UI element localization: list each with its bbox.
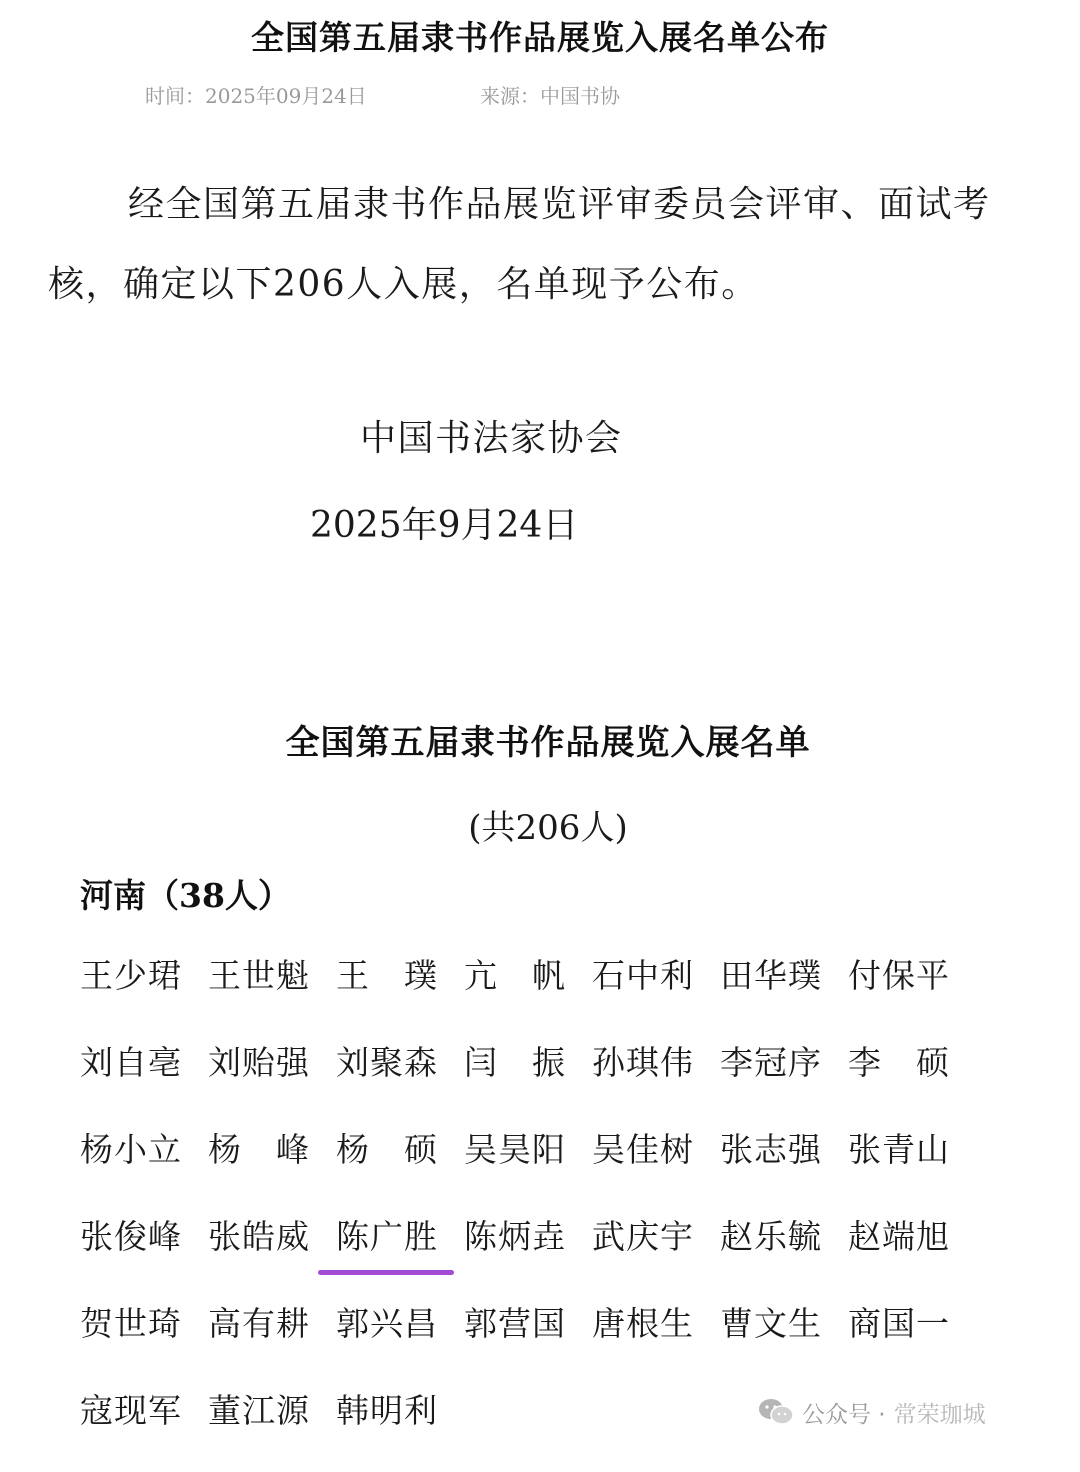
person-name: 郭兴昌 xyxy=(336,1304,438,1343)
person-name: 吴昊阳 xyxy=(464,1130,566,1169)
announcement-paragraph: 经全国第五届隶书作品展览评审委员会评审、面试考核，确定以下206人入展，名单现予公布。 xyxy=(48,184,991,305)
person-name: 石中利 xyxy=(592,956,694,995)
time-label: 时间： xyxy=(145,84,205,108)
person-name: 闫 振 xyxy=(464,1043,566,1082)
person-name: 刘聚森 xyxy=(336,1043,438,1082)
signature-organization: 中国书法家协会 xyxy=(360,418,623,459)
list-count: (共206人) xyxy=(468,808,628,848)
person-name: 杨 峰 xyxy=(208,1130,310,1169)
person-name: 商国一 xyxy=(848,1304,950,1343)
person-name: 张俊峰 xyxy=(80,1217,182,1256)
person-name: 张皓威 xyxy=(208,1217,310,1256)
publish-time xyxy=(145,80,367,109)
person-name: 赵乐毓 xyxy=(720,1217,822,1256)
person-name: 吴佳树 xyxy=(592,1130,694,1169)
person-name: 王世魁 xyxy=(208,956,310,995)
person-name: 张青山 xyxy=(848,1130,950,1169)
list-title: 全国第五届隶书作品展览入展名单 xyxy=(285,723,811,763)
person-name: 陈炳垚 xyxy=(464,1217,566,1256)
person-name: 李冠序 xyxy=(720,1043,822,1082)
name-row xyxy=(80,1211,1040,1298)
source-label: 来源： xyxy=(480,84,540,108)
watermark-author: 常荣珈城 xyxy=(893,1401,986,1428)
page-title: 全国第五届隶书作品展览入展名单公布 xyxy=(251,18,829,57)
highlight-underline xyxy=(318,1270,454,1275)
person-name: 韩明利 xyxy=(336,1391,438,1430)
person-name: 寇现军 xyxy=(80,1391,182,1430)
province-heading: 河南（38人） xyxy=(80,876,291,915)
person-name: 田华璞 xyxy=(720,956,822,995)
person-name: 刘自亳 xyxy=(80,1043,182,1082)
source-value: 中国书协 xyxy=(540,84,620,108)
highlighted-name: 陈广胜 xyxy=(336,1217,438,1256)
person-name: 唐根生 xyxy=(592,1304,694,1343)
person-name: 亢 帆 xyxy=(464,956,566,995)
person-name: 孙琪伟 xyxy=(592,1043,694,1082)
person-name: 杨 硕 xyxy=(336,1130,438,1169)
name-row xyxy=(80,1298,1040,1385)
person-name: 赵端旭 xyxy=(848,1217,950,1256)
name-row xyxy=(80,1124,1040,1211)
person-name: 董江源 xyxy=(208,1391,310,1430)
watermark-label: 公众号 · xyxy=(802,1401,886,1428)
person-name: 王少珺 xyxy=(80,956,182,995)
person-name: 王 璞 xyxy=(336,956,438,995)
name-row xyxy=(80,950,1040,1037)
watermark xyxy=(758,1394,986,1430)
signature-date: 2025年9月24日 xyxy=(310,505,579,546)
wechat-icon xyxy=(758,1397,794,1427)
person-name: 郭营国 xyxy=(464,1304,566,1343)
person-name: 贺世琦 xyxy=(80,1304,182,1343)
person-name: 杨小立 xyxy=(80,1130,182,1169)
person-name: 曹文生 xyxy=(720,1304,822,1343)
person-name: 刘贻强 xyxy=(208,1043,310,1082)
person-name: 张志强 xyxy=(720,1130,822,1169)
person-name: 武庆宇 xyxy=(592,1217,694,1256)
name-row xyxy=(80,1037,1040,1124)
person-name: 高有耕 xyxy=(208,1304,310,1343)
time-value: 2025年09月24日 xyxy=(205,84,367,108)
person-name: 付保平 xyxy=(848,956,950,995)
person-name: 李 硕 xyxy=(848,1043,950,1082)
source xyxy=(480,80,620,109)
